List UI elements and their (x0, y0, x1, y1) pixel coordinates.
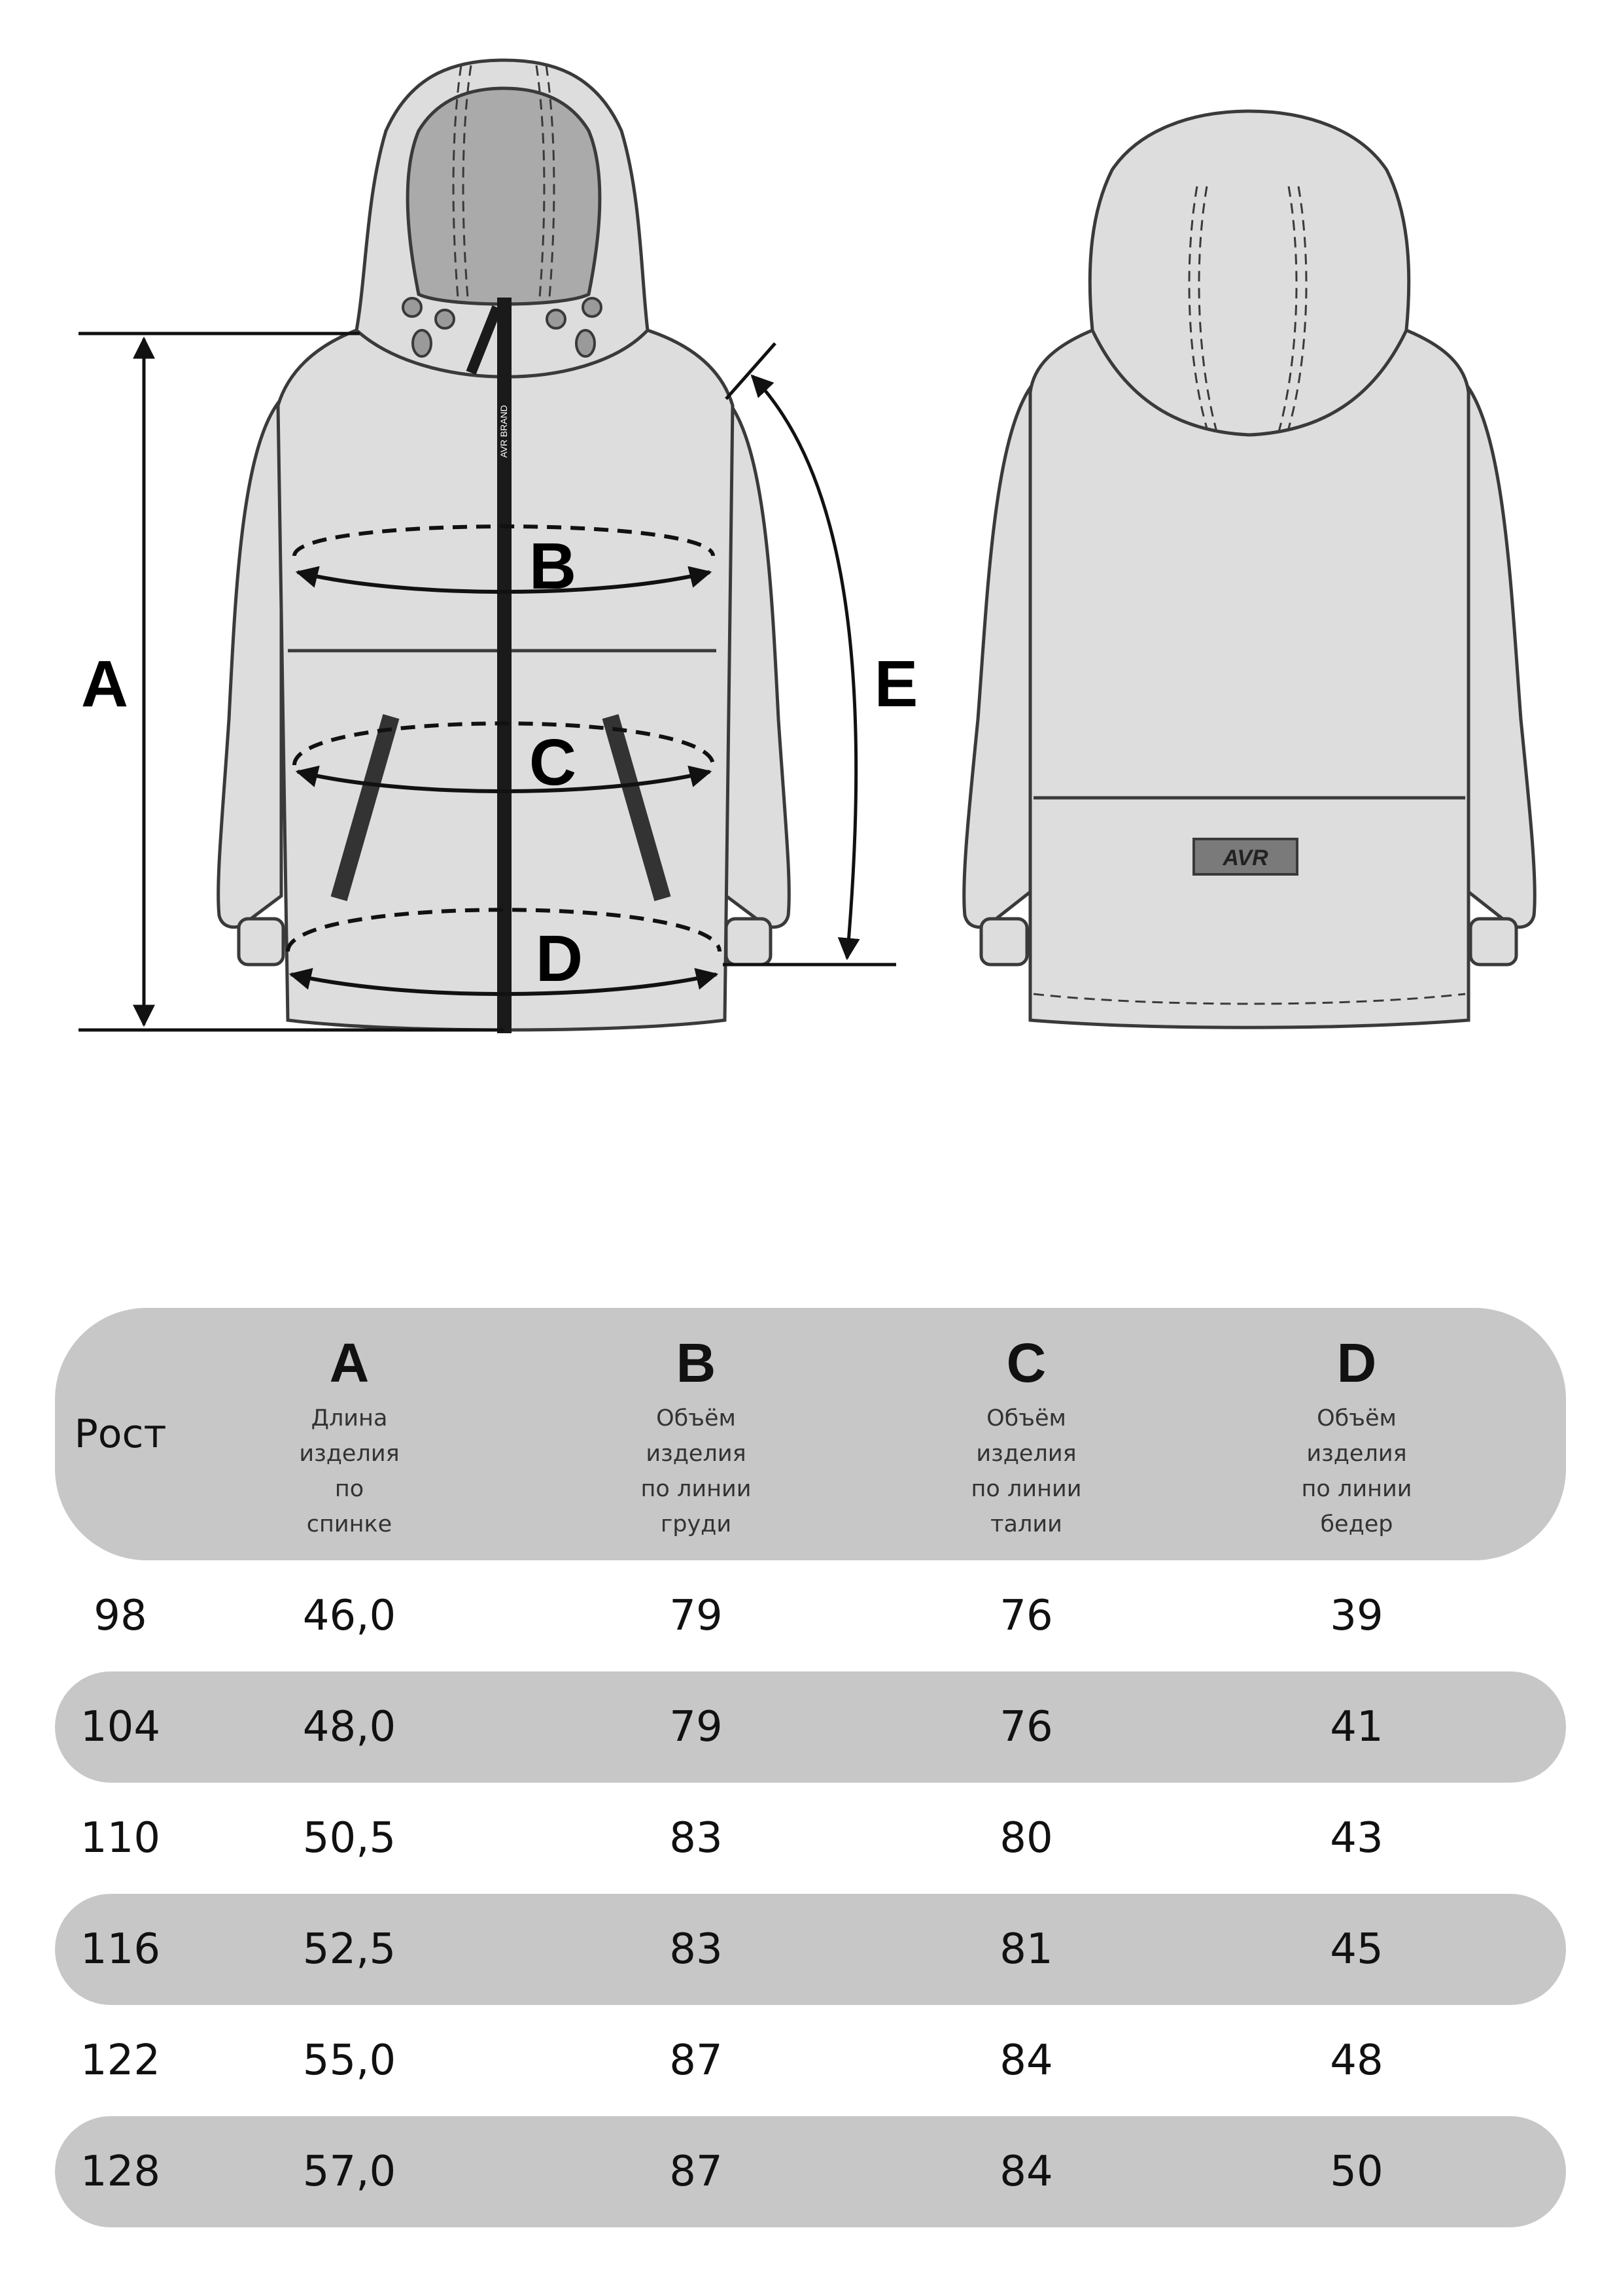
cell-a: 48,0 (302, 1703, 396, 1751)
cell-c: 76 (1000, 1703, 1053, 1751)
cell-d: 41 (1330, 1703, 1383, 1751)
cell-a: 50,5 (302, 1814, 396, 1862)
back-hood (1090, 111, 1409, 435)
header-col-a (297, 1308, 402, 1560)
header-desc-d: Объём изделия по линии бедер (1301, 1405, 1412, 1537)
header-letter-d: D (1336, 1332, 1377, 1394)
cell-height: 128 (80, 2148, 161, 2196)
cell-c: 84 (1000, 2036, 1053, 2085)
cell-height: 110 (80, 1814, 161, 1862)
cell-c: 80 (1000, 1814, 1053, 1862)
header-col-c (961, 1308, 1092, 1560)
right-cuff (726, 919, 771, 965)
cell-d: 50 (1330, 2148, 1383, 2196)
cell-c: 84 (1000, 2148, 1053, 2196)
header-letter-b: B (676, 1332, 716, 1394)
cell-a: 57,0 (302, 2148, 396, 2196)
cell-d: 45 (1330, 1925, 1383, 1974)
header-letter-c: C (1006, 1332, 1047, 1394)
table-row (55, 1560, 1566, 1671)
right-sleeve (726, 399, 789, 927)
left-cuff (239, 919, 283, 965)
back-left-cuff (981, 919, 1027, 965)
cell-a: 52,5 (302, 1925, 396, 1974)
cell-a: 55,0 (302, 2036, 396, 2085)
table-header (55, 1308, 1566, 1560)
cell-height: 104 (80, 1703, 161, 1751)
cell-b: 79 (669, 1592, 723, 1640)
cell-a: 46,0 (302, 1592, 396, 1640)
header-height (55, 1308, 186, 1560)
cell-b: 79 (669, 1703, 723, 1751)
left-sleeve (218, 399, 281, 927)
cell-height: 116 (80, 1925, 161, 1974)
header-desc-a: Длина изделия по спинке (299, 1405, 400, 1537)
label-e: E (874, 647, 918, 721)
back-right-sleeve (1462, 379, 1535, 927)
cell-b: 87 (669, 2148, 723, 2196)
header-col-d (1291, 1308, 1422, 1560)
label-d: D (535, 922, 583, 995)
back-logo-text: AVR (1223, 846, 1268, 870)
table-row (55, 1783, 1566, 1894)
cell-d: 43 (1330, 1814, 1383, 1862)
back-view (964, 111, 1535, 1027)
table-row (55, 2116, 1566, 2227)
header-letter-a: A (329, 1332, 370, 1394)
back-right-cuff (1470, 919, 1516, 965)
back-left-sleeve (964, 379, 1037, 927)
label-b: B (529, 530, 577, 603)
cell-height: 98 (94, 1592, 147, 1640)
label-a: A (80, 647, 129, 721)
header-desc-c: Объём изделия по линии талии (971, 1405, 1082, 1537)
hood-lining (408, 88, 600, 304)
cell-c: 81 (1000, 1925, 1053, 1974)
cell-height: 122 (80, 2036, 161, 2085)
label-c: C (529, 726, 577, 799)
cell-d: 39 (1330, 1592, 1383, 1640)
header-col-b (631, 1308, 761, 1560)
cell-b: 83 (669, 1814, 723, 1862)
jacket-measurement-diagram (0, 0, 1617, 1112)
header-height-label: Рост (74, 1411, 167, 1457)
header-desc-b: Объём изделия по линии груди (640, 1405, 752, 1537)
table-row (55, 2005, 1566, 2116)
zipper-tape-text: AVR BRAND (498, 405, 509, 458)
table-row (55, 1671, 1566, 1783)
table-row (55, 1894, 1566, 2005)
cell-b: 83 (669, 1925, 723, 1974)
cell-c: 76 (1000, 1592, 1053, 1640)
cell-b: 87 (669, 2036, 723, 2085)
cell-d: 48 (1330, 2036, 1383, 2085)
